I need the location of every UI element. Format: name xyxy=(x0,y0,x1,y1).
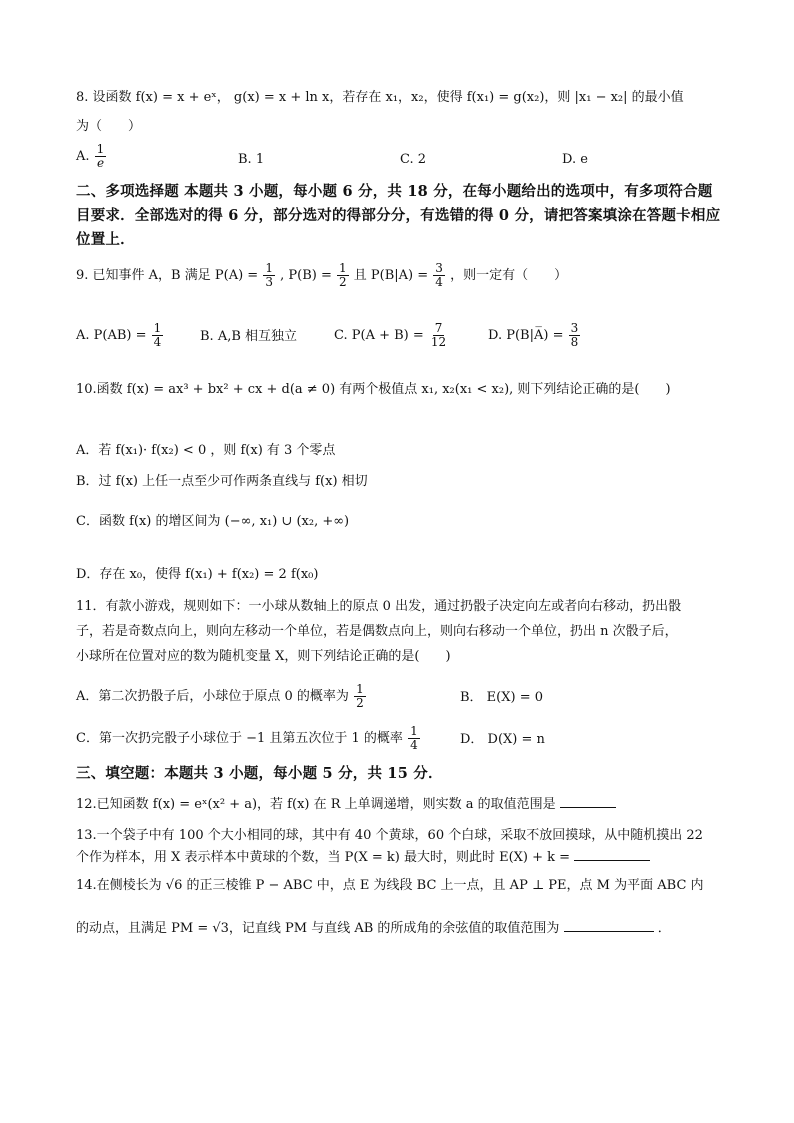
q14-line2-text: 的动点，且满足 PM = √3，记直线 PM 与直线 AB 的所成角的余弦值的取值范围为 xyxy=(76,921,560,936)
q11-option-d: D． D(X) = n xyxy=(460,732,545,747)
q10-stem: 10.函数 f(x) = ax³ + bx² + cx + d(a ≠ 0) 有两个极值点 x₁, x₂(x₁ < x₂), 则下列结论正确的是( ) xyxy=(76,382,671,397)
q9-stem-mid2: 且 P(B|A) = xyxy=(353,268,429,283)
q9-pa-den: 3 xyxy=(265,275,273,289)
q11-option-c-den: 4 xyxy=(410,738,418,752)
q13-answer-blank[interactable] xyxy=(574,846,650,861)
q9-option-c xyxy=(334,322,449,349)
q11-options-row1 xyxy=(76,683,736,713)
q9-pba-den: 4 xyxy=(435,275,443,289)
q10-option-d: D．存在 x₀，使得 f(x₁) + f(x₂) = 2 f(x₀) xyxy=(76,567,319,582)
q9-stem-mid: , P(B) = xyxy=(280,268,332,283)
q8-option-d: D. e xyxy=(562,152,588,167)
q8-options xyxy=(76,143,736,173)
q12-stem xyxy=(76,793,724,815)
q8-option-a xyxy=(76,143,107,170)
section-2-heading: 二、多项选择题 本题共 3 小题，每小题 6 分，共 18 分，在每小题给出的选项中，有多项符合题目要求．全部选对的得 6 分，部分选对的得部分分，有选错的得 0 分，请把答案填涂在答题卡相应位置上． xyxy=(76,183,721,248)
q14-line1: 14.在侧棱长为 √6 的正三棱锥 P − ABC 中，点 E 为线段 BC 上一点，且 AP ⊥ PE，点 M 为平面 ABC 内 xyxy=(76,878,704,893)
q14-line2-end: ． xyxy=(657,921,671,936)
q11-option-c-num: 1 xyxy=(410,724,418,738)
q9-option-a-den: 4 xyxy=(153,335,162,349)
q9-option-c-den: 12 xyxy=(430,335,447,349)
q9-option-c-fraction xyxy=(429,322,448,349)
q11-option-a xyxy=(76,683,367,710)
q9-pb-den: 2 xyxy=(338,275,347,289)
q14-line2 xyxy=(76,917,724,939)
q12-answer-blank[interactable] xyxy=(560,793,616,808)
q11-line1: 11．有款小游戏，规则如下：一小球从数轴上的原点 0 出发，通过扔骰子决定向左或者向右移动，扔出骰 xyxy=(76,599,682,614)
q9-pba-num: 3 xyxy=(435,261,443,275)
q9-pa-fraction xyxy=(263,262,275,289)
q11-option-a-den: 2 xyxy=(356,696,364,710)
q9-option-d-pre: D. P(B|A̅) = xyxy=(488,328,564,343)
q9-stem xyxy=(76,262,724,289)
q11-option-a-num: 1 xyxy=(356,682,364,696)
q9-stem-post: ，则一定有（ ） xyxy=(450,268,568,283)
section-3-heading: 三、填空题：本题共 3 小题，每小题 5 分，共 15 分． xyxy=(76,765,443,782)
q11-option-b: B． E(X) = 0 xyxy=(460,690,544,705)
q9-option-a-fraction xyxy=(152,322,164,349)
q11-option-a-fraction xyxy=(354,683,366,710)
q10-option-a: A．若 f(x₁)· f(x₂) < 0 ，则 f(x) 有 3 个零点 xyxy=(76,443,336,458)
q13-line2 xyxy=(76,846,724,868)
q9-option-d-den: 8 xyxy=(570,335,579,349)
q9-option-d-fraction xyxy=(569,322,581,349)
q10-option-b: B．过 f(x) 上任一点至少可作两条直线与 f(x) 相切 xyxy=(76,474,368,489)
q9-pb-num: 1 xyxy=(338,261,347,275)
q9-stem-pre: 9. 已知事件 A，B 满足 P(A) = xyxy=(76,268,259,283)
q9-pba-fraction xyxy=(433,262,445,289)
q8-option-a-fraction xyxy=(95,143,107,170)
q9-option-b: B. A,B 相互独立 xyxy=(200,329,298,344)
q8-option-a-label: A. xyxy=(76,149,90,164)
q9-option-c-num: 7 xyxy=(434,321,443,335)
q9-option-d-num: 3 xyxy=(570,321,579,335)
q9-pa-num: 1 xyxy=(265,261,273,275)
q11-line2: 子，若是奇数点向上，则向左移动一个单位，若是偶数点向上，则向右移动一个单位，扔出 n 次骰子后， xyxy=(76,624,678,639)
q9-option-a-pre: A. P(AB) = xyxy=(76,328,147,343)
q11-option-c xyxy=(76,725,421,752)
q9-option-a-num: 1 xyxy=(153,321,162,335)
q8-stem-line2: 为（ ） xyxy=(76,119,142,134)
q11-options-row2 xyxy=(76,725,736,755)
q9-options xyxy=(76,322,736,352)
q8-option-c: C. 2 xyxy=(400,152,427,167)
q11-option-a-pre: A．第二次扔骰子后，小球位于原点 0 的概率为 xyxy=(76,689,349,704)
q14-answer-blank[interactable] xyxy=(564,917,654,932)
q11-option-c-fraction xyxy=(408,725,420,752)
q9-option-d xyxy=(488,322,581,349)
q13-line1: 13.一个袋子中有 100 个大小相同的球，其中有 40 个黄球，60 个白球，采取不放回摸球，从中随机摸出 22 xyxy=(76,828,703,843)
q13-line2-text: 个作为样本，用 X 表示样本中黄球的个数，当 P(X = k) 最大时，则此时 E(X) + k = xyxy=(76,850,571,865)
q11-option-c-pre: C．第一次扔完骰子小球位于 −1 且第五次位于 1 的概率 xyxy=(76,731,403,746)
q9-pb-fraction xyxy=(337,262,349,289)
q11-line3: 小球所在位置对应的数为随机变量 X，则下列结论正确的是( ) xyxy=(76,649,451,664)
q8-option-a-num: 1 xyxy=(96,142,105,156)
q8-option-a-den: e xyxy=(96,156,105,170)
q12-stem-text: 12.已知函数 f(x) = eˣ(x² + a)，若 f(x) 在 R 上单调递增，则实数 a 的取值范围是 xyxy=(76,797,556,812)
q8-option-b: B. 1 xyxy=(238,152,265,167)
q8-stem-line1: 8. 设函数 f(x) = x + eˣ， g(x) = x + ln x，若存在 x₁，x₂，使得 f(x₁) = g(x₂)，则 |x₁ − x₂| 的最小值 xyxy=(76,90,684,105)
q9-option-a xyxy=(76,322,164,349)
q10-option-c: C．函数 f(x) 的增区间为 (−∞, x₁) ∪ (x₂, +∞) xyxy=(76,514,350,529)
q9-option-c-pre: C. P(A + B) = xyxy=(334,328,424,343)
